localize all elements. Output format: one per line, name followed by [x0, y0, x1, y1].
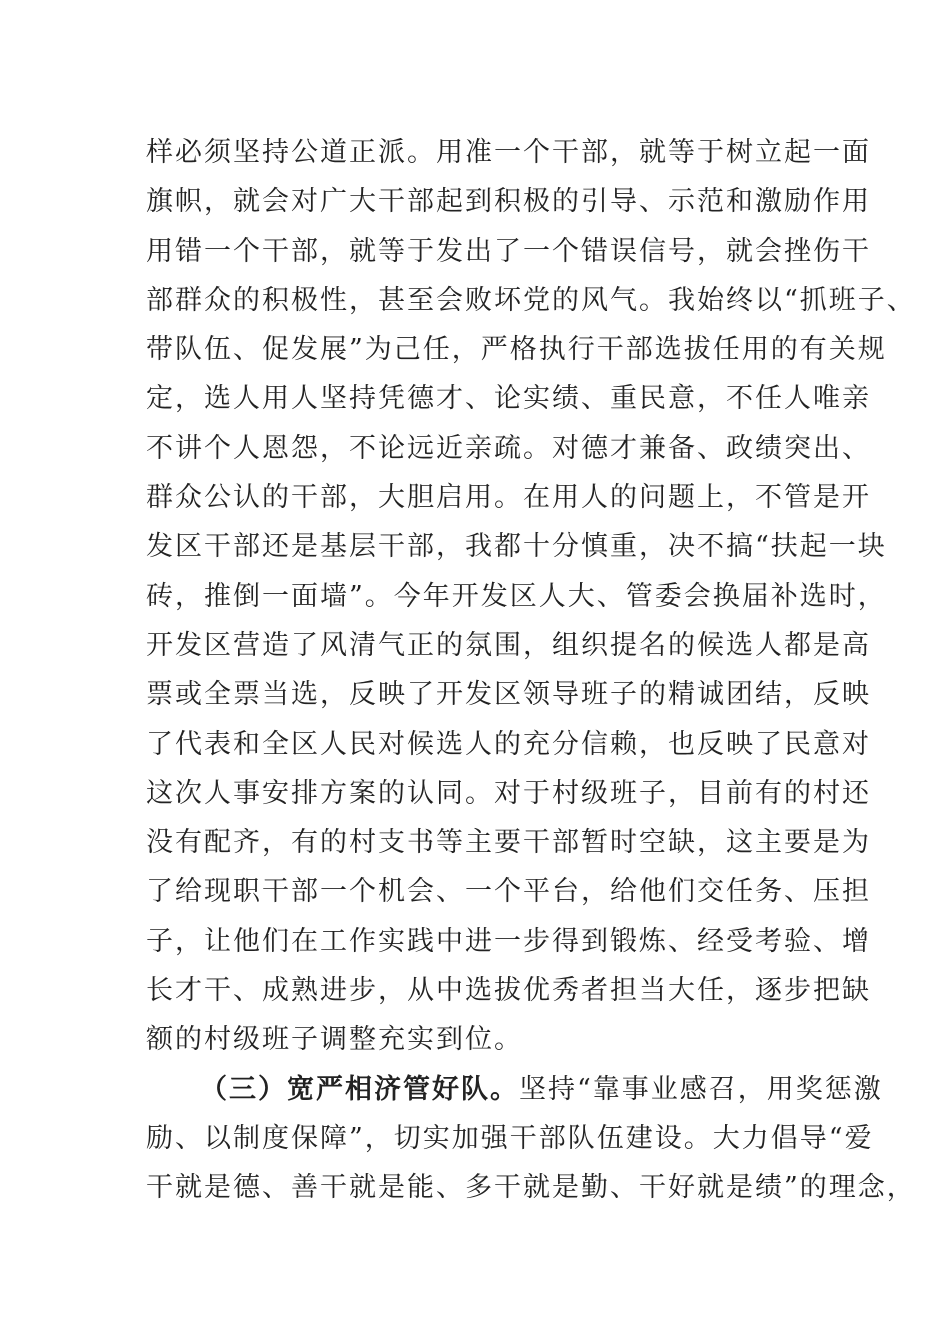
section-3-heading: （三）宽严相济管好队。: [200, 1073, 519, 1105]
paragraph-line: 了给现职干部一个机会、一个平台，给他们交任务、压担: [146, 876, 871, 908]
document-body: [146, 128, 916, 1213]
paragraph-line: 带队伍、促发展”为己任，严格执行干部选拔任用的有关规: [146, 334, 887, 366]
paragraph-line: 样必须坚持公道正派。用准一个干部，就等于树立起一面: [146, 137, 871, 168]
paragraph-line: 票或全票当选，反映了开发区领导班子的精诚团结，反映: [146, 679, 871, 711]
paragraph-line: 干就是德、善干就是能、多干就是勤、干好就是绩”的理念，: [146, 1172, 916, 1204]
paragraph-line: 长才干、成熟进步，从中选拔优秀者担当大任，逐步把缺: [146, 975, 871, 1007]
paragraph-line: 定，选人用人坚持凭德才、论实绩、重民意，不任人唯亲: [146, 383, 871, 415]
paragraph-line: 旗帜，就会对广大干部起到积极的引导、示范和激励作用: [146, 186, 871, 218]
paragraph-line: 没有配齐，有的村支书等主要干部暂时空缺，这主要是为: [146, 827, 871, 859]
paragraph-line: 群众公认的干部，大胆启用。在用人的问题上，不管是开: [146, 482, 871, 514]
section-3-text: 坚持“靠事业感召，用奖惩激: [519, 1073, 883, 1105]
paragraph-line: 砖，推倒一面墙”。今年开发区人大、管委会换届补选时，: [146, 580, 887, 612]
paragraph-line: 额的村级班子调整充实到位。: [146, 1024, 523, 1056]
paragraph-line: 部群众的积极性，甚至会败坏党的风气。我始终以“抓班子、: [146, 284, 916, 316]
paragraph-line: 子，让他们在工作实践中进一步得到锻炼、经受考验、增: [146, 925, 871, 957]
paragraph-line: 开发区营造了风清气正的氛围，组织提名的候选人都是高: [146, 629, 871, 661]
paragraph-line: 了代表和全区人民对候选人的充分信赖，也反映了民意对: [146, 728, 871, 760]
paragraph-line: 不讲个人恩怨，不论远近亲疏。对德才兼备、政绩突出、: [146, 432, 871, 464]
paragraph-line: 发区干部还是基层干部，我都十分慎重，决不搞“扶起一块: [146, 531, 887, 563]
paragraph-line: 这次人事安排方案的认同。对于村级班子，目前有的村还: [146, 777, 871, 809]
paragraph-line: 用错一个干部，就等于发出了一个错误信号，就会挫伤干: [146, 235, 871, 267]
paragraph-line: 励、以制度保障”，切实加强干部队伍建设。大力倡导“爱: [146, 1122, 874, 1154]
section-3-first-line: [146, 1065, 883, 1114]
